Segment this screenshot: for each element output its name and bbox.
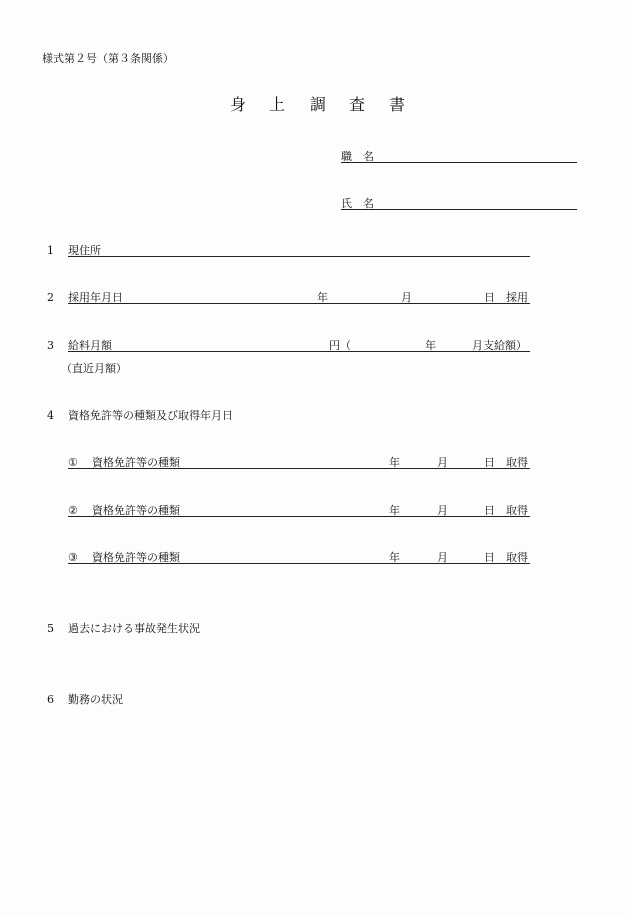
salary-note: （直近月額） bbox=[61, 362, 127, 375]
work-status-label: 勤務の状況 bbox=[68, 693, 123, 706]
license-3-marker: ③ bbox=[68, 551, 78, 564]
hire-suffix: 採用 bbox=[506, 291, 528, 304]
license-2-year-unit: 年 bbox=[389, 504, 400, 517]
hire-month-unit: 月 bbox=[401, 291, 412, 304]
salary-year-unit: 年 bbox=[425, 339, 436, 352]
section-5-number: 5 bbox=[47, 622, 54, 635]
salary-label: 給料月額 bbox=[68, 339, 112, 352]
title-char-5: 書 bbox=[389, 95, 406, 114]
address-label: 現住所 bbox=[68, 244, 101, 257]
hire-date-field[interactable] bbox=[68, 303, 530, 304]
section-6-number: 6 bbox=[47, 693, 54, 706]
title-char-1: 身 bbox=[230, 95, 247, 114]
licenses-heading: 資格免許等の種類及び取得年月日 bbox=[68, 409, 233, 422]
license-2-field[interactable] bbox=[68, 516, 530, 517]
section-4-number: 4 bbox=[47, 409, 54, 422]
salary-yen-unit: 円（ bbox=[329, 339, 351, 352]
license-1-field[interactable] bbox=[68, 468, 530, 469]
salary-field[interactable] bbox=[68, 351, 530, 352]
license-1-label: 資格免許等の種類 bbox=[92, 456, 180, 469]
form-number: 様式第２号（第３条関係） bbox=[42, 52, 174, 65]
license-1-day-unit: 日 bbox=[484, 456, 495, 469]
license-2-month-unit: 月 bbox=[437, 504, 448, 517]
license-3-field[interactable] bbox=[68, 563, 530, 564]
license-3-label: 資格免許等の種類 bbox=[92, 551, 180, 564]
position-field[interactable] bbox=[341, 162, 577, 163]
hire-year-unit: 年 bbox=[317, 291, 328, 304]
hire-day-unit: 日 bbox=[484, 291, 495, 304]
license-3-year-unit: 年 bbox=[389, 551, 400, 564]
title-char-4: 査 bbox=[349, 95, 366, 114]
license-1-year-unit: 年 bbox=[389, 456, 400, 469]
license-1-marker: ① bbox=[68, 456, 78, 469]
license-3-suffix: 取得 bbox=[506, 551, 528, 564]
section-3-number: 3 bbox=[47, 339, 54, 352]
name-field[interactable] bbox=[341, 209, 577, 210]
position-label: 職 名 bbox=[341, 150, 374, 163]
license-2-suffix: 取得 bbox=[506, 504, 528, 517]
address-field[interactable] bbox=[68, 256, 530, 257]
title-char-3: 調 bbox=[310, 95, 327, 114]
license-2-label: 資格免許等の種類 bbox=[92, 504, 180, 517]
license-3-month-unit: 月 bbox=[437, 551, 448, 564]
hire-date-label: 採用年月日 bbox=[68, 291, 123, 304]
salary-month-paid: 月支給額） bbox=[472, 339, 527, 352]
license-1-suffix: 取得 bbox=[506, 456, 528, 469]
license-3-day-unit: 日 bbox=[484, 551, 495, 564]
section-2-number: 2 bbox=[47, 291, 54, 304]
license-2-marker: ② bbox=[68, 504, 78, 517]
accidents-label: 過去における事故発生状況 bbox=[68, 622, 200, 635]
name-label: 氏 名 bbox=[341, 197, 374, 210]
license-2-day-unit: 日 bbox=[484, 504, 495, 517]
title-char-2: 上 bbox=[269, 95, 286, 114]
license-1-month-unit: 月 bbox=[437, 456, 448, 469]
section-1-number: 1 bbox=[47, 244, 54, 257]
